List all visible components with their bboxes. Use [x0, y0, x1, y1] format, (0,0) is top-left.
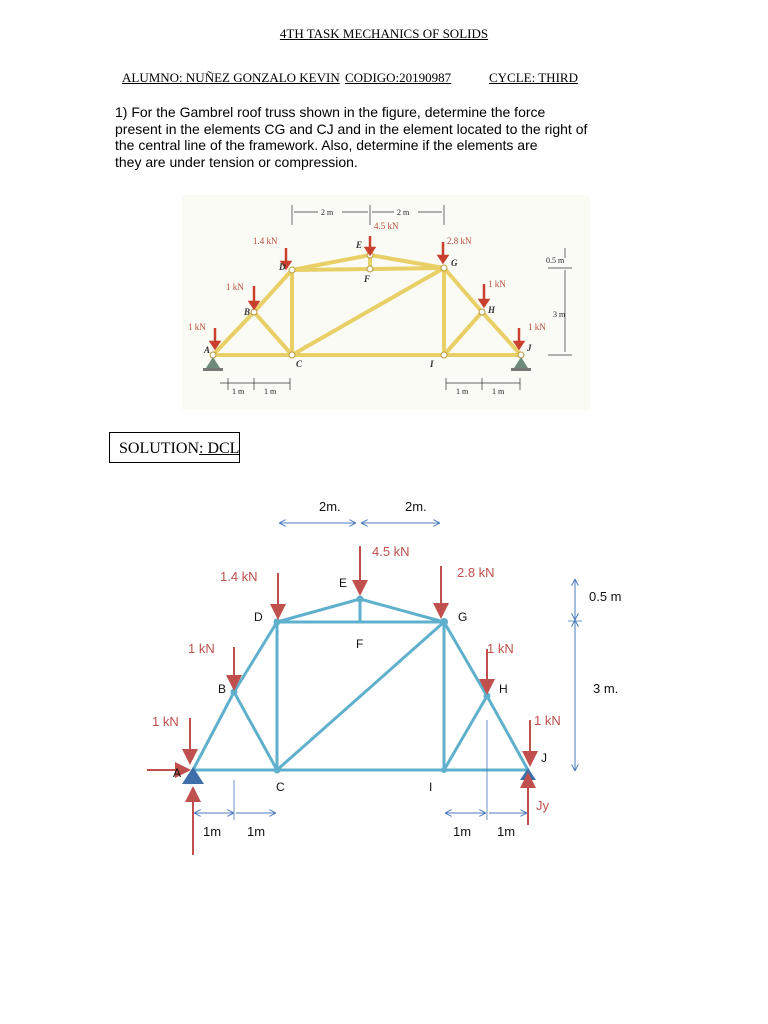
- cycle-label: CYCLE: THIRD: [489, 70, 578, 85]
- node-label-a: A: [173, 766, 182, 780]
- dim-label: 2m.: [319, 499, 341, 514]
- problem-line: they are under tension or compression.: [115, 153, 358, 170]
- node-label-a: A: [204, 345, 211, 355]
- load-label: 1 kN: [487, 641, 514, 656]
- node-label-h: H: [499, 682, 508, 696]
- node-label-g: G: [458, 610, 468, 624]
- node-label-e: E: [339, 576, 348, 590]
- node-label-d: D: [254, 610, 263, 624]
- problem-line: 1) For the Gambrel roof truss shown in the figure, determine the force: [115, 104, 546, 120]
- solution-prefix: SOLUTION: [119, 440, 199, 457]
- dim-label: 1 m: [492, 387, 505, 396]
- dim-label: 1m: [453, 824, 472, 839]
- dim-label: 0.5 m: [589, 589, 622, 604]
- fbd-members: [193, 599, 528, 770]
- student-name: ALUMNO: NUÑEZ GONZALO KEVIN: [122, 70, 340, 85]
- fbd-loads: [147, 546, 530, 855]
- problem-line: the central line of the framework. Also, determine if the elements are: [115, 137, 538, 153]
- node-label-h: H: [488, 305, 496, 315]
- dim-label: 1 m: [264, 387, 277, 396]
- load-label: 1 kN: [188, 641, 215, 656]
- page-title: 4TH TASK MECHANICS OF SOLIDS: [279, 26, 489, 41]
- solution-label: [109, 432, 240, 463]
- dim-label: 1 m: [232, 387, 245, 396]
- node-label-g: G: [451, 258, 458, 268]
- load-label: 1 kN: [188, 322, 206, 332]
- dim-label: 0.5 m: [546, 256, 565, 265]
- node-label-i: I: [429, 780, 433, 794]
- dim-label: 2m.: [405, 499, 427, 514]
- node-label-f: F: [356, 637, 364, 651]
- solution-suffix: : DCL: [199, 440, 240, 457]
- dim-label: 1m: [203, 824, 222, 839]
- load-label: 4.5 kN: [372, 544, 410, 559]
- dim-label: 1m: [247, 824, 266, 839]
- ground-j: [511, 368, 531, 371]
- free-body-diagram: [0, 480, 768, 880]
- node-label-b: B: [244, 307, 251, 317]
- node-label-e: E: [356, 240, 363, 250]
- dim-label: 3 m: [553, 310, 566, 319]
- load-label: 1 kN: [226, 282, 244, 292]
- node-label-d: D: [279, 262, 286, 272]
- load-label: 2.8 kN: [447, 236, 472, 246]
- dim-label: 1 m: [456, 387, 469, 396]
- node-label-j: J: [527, 343, 532, 353]
- dim-label: 3 m.: [593, 681, 619, 696]
- problem-line: present in the elements CG and CJ and in the element located to the right of: [115, 120, 588, 137]
- load-label: 1 kN: [488, 279, 506, 289]
- reaction-label: Jy: [536, 798, 549, 813]
- ground-a: [203, 368, 223, 371]
- dim-label: 1m: [497, 824, 516, 839]
- dim-label: 2 m: [397, 208, 410, 217]
- load-label: 1.4 kN: [220, 569, 258, 584]
- load-label: 4.5 kN: [374, 221, 399, 231]
- student-code: CODIGO:20190987: [345, 70, 452, 85]
- node-label-j: J: [541, 751, 547, 765]
- node-label-f: F: [364, 274, 371, 284]
- node-label-c: C: [276, 780, 285, 794]
- textbook-truss-figure: [0, 0, 768, 420]
- node-label-i: I: [430, 359, 434, 369]
- dim-label: 2 m: [321, 208, 334, 217]
- node-label-c: C: [296, 359, 303, 369]
- load-label: 1 kN: [534, 713, 561, 728]
- load-label: 2.8 kN: [457, 565, 495, 580]
- node-label-b: B: [218, 682, 227, 696]
- load-label: 1 kN: [152, 714, 179, 729]
- load-label: 1 kN: [528, 322, 546, 332]
- load-label: 1.4 kN: [253, 236, 278, 246]
